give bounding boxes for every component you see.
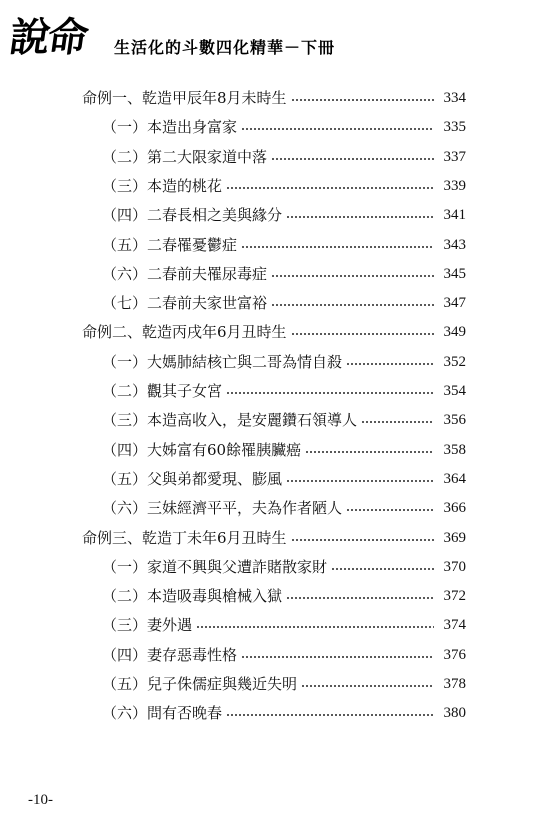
toc-entry-title: 妻外遇: [147, 616, 193, 635]
toc-entry-number: （一）: [102, 352, 148, 371]
toc-section-row: [102, 201, 466, 229]
toc-entry-number: （三）: [102, 411, 148, 430]
toc-entry-title: 三妹經濟平平，夫為作者陋人: [147, 499, 343, 518]
toc-section-row: [102, 377, 466, 405]
toc-entry-title: 父與弟都愛現、膨風: [147, 469, 283, 488]
toc-section-row: [102, 582, 466, 610]
toc-entry-number: （一）: [102, 557, 148, 576]
toc-entry-page: 354: [443, 383, 466, 399]
toc-entry-title: 大姊富有60餘罹胰臟癌: [147, 440, 302, 459]
toc-entry-number: （五）: [102, 675, 148, 693]
toc-dot-leader: [196, 626, 434, 628]
toc-dot-leader: [361, 421, 434, 423]
toc-section-row: [102, 172, 466, 200]
toc-entry-number: （二）: [102, 587, 148, 606]
toc-dot-leader: [241, 128, 434, 130]
toc-entry-number: （六）: [102, 264, 148, 283]
toc-entry-title: 命例三、乾造丁未年6月丑時生: [82, 528, 287, 547]
toc-entry-title: 家道不興與父遭詐賭散家財: [147, 557, 328, 576]
toc-entry-page: 337: [443, 148, 466, 165]
toc-entry-number: （七）: [102, 294, 148, 313]
toc-dot-leader: [226, 187, 434, 189]
toc-entry-title: 本造的桃花: [147, 176, 223, 195]
toc-entry-page: 343: [443, 236, 466, 253]
toc-entry-title: 兒子侏儒症與幾近失明: [147, 675, 298, 693]
toc-entry-number: （三）: [102, 616, 148, 635]
toc-entry-title: 本造出身富家: [147, 118, 238, 137]
toc-entry-page: 341: [443, 207, 466, 224]
toc-entry-number: （六）: [102, 499, 148, 518]
toc-section-row: [102, 553, 466, 581]
toc-dot-leader: [286, 597, 434, 599]
toc-entry-title: 觀其子女宮: [147, 382, 223, 400]
toc-entry-number: （二）: [102, 382, 148, 400]
toc-entry-page: 352: [443, 353, 466, 370]
toc-entry-number: （三）: [102, 176, 148, 195]
toc-entry-title: 二春前夫家世富裕: [147, 294, 268, 313]
toc-entry-page: 334: [443, 90, 466, 106]
toc-dot-leader: [305, 451, 434, 453]
toc-entry-title: 本造高收入，是安麗鑽石領導人: [147, 411, 358, 430]
toc-dot-leader: [271, 304, 434, 306]
toc-entry-page: 345: [443, 265, 466, 282]
toc-dot-leader: [346, 363, 434, 365]
toc-entry-number: （四）: [102, 645, 148, 664]
toc-entry-title: 第二大限家道中落: [147, 147, 268, 166]
toc-dot-leader: [331, 568, 434, 570]
toc-dot-leader: [301, 685, 434, 687]
toc-entry-page: 364: [443, 470, 466, 487]
toc-section-row: [102, 260, 466, 288]
toc-section-row: [102, 143, 466, 171]
toc-section-row: [102, 348, 466, 376]
toc-entry-page: 347: [443, 295, 466, 312]
toc-entry-title: 妻存惡毒性格: [147, 645, 238, 664]
toc-entry-number: （一）: [102, 118, 148, 137]
toc-entry-page: 366: [443, 500, 466, 517]
toc-chapter-row: [82, 84, 466, 112]
toc-dot-leader: [286, 216, 434, 218]
toc-dot-leader: [291, 539, 434, 541]
book-logo: 說命: [6, 14, 90, 61]
toc-entry-page: 372: [443, 588, 466, 605]
page-header: [6, 10, 530, 70]
toc-entry-page: 339: [443, 177, 466, 194]
toc-dot-leader: [291, 333, 434, 335]
toc-entry-title: 命例二、乾造丙戌年6月丑時生: [82, 323, 287, 342]
toc-chapter-row: [82, 524, 466, 552]
toc-entry-page: 370: [443, 558, 466, 575]
toc-entry-number: （六）: [102, 704, 148, 723]
toc-section-row: [102, 465, 466, 493]
toc-entry-number: （五）: [102, 235, 148, 254]
toc-dot-leader: [226, 714, 434, 716]
toc-dot-leader: [241, 656, 434, 658]
toc-dot-leader: [271, 158, 434, 160]
toc-entry-page: 369: [443, 529, 466, 546]
toc-entry-number: （四）: [102, 440, 148, 459]
toc-entry-page: 374: [443, 617, 466, 634]
toc-entry-page: 380: [443, 705, 466, 722]
toc-entry-page: 376: [443, 646, 466, 663]
toc-entry-title: 命例一、乾造甲辰年8月未時生: [82, 89, 287, 107]
toc-section-row: [102, 289, 466, 317]
toc-entry-number: （五）: [102, 469, 148, 488]
toc-section-row: [102, 494, 466, 522]
toc-entry-page: 349: [443, 324, 466, 341]
toc-entry-title: 大媽肺結核亡與二哥為情自殺: [147, 352, 343, 371]
toc-section-row: [102, 231, 466, 259]
toc-entry-page: 335: [443, 119, 466, 136]
toc-section-row: [102, 611, 466, 639]
toc-entry-page: 378: [443, 676, 466, 692]
toc-section-row: [102, 436, 466, 464]
toc-entry-number: （二）: [102, 147, 148, 166]
toc-dot-leader: [271, 275, 434, 277]
toc-entry-title: 二春前夫罹尿毒症: [147, 264, 268, 283]
toc-entry-title: 問有否晚春: [147, 704, 223, 723]
toc-section-row: [102, 113, 466, 141]
toc-section-row: [102, 699, 466, 727]
toc-entry-title: 二春罹憂鬱症: [147, 235, 238, 254]
toc-dot-leader: [346, 509, 434, 511]
toc-entry-page: 356: [443, 412, 466, 429]
toc-dot-leader: [226, 392, 434, 394]
book-subtitle: 生活化的斗數四化精華－下冊: [114, 38, 336, 57]
toc-dot-leader: [241, 246, 434, 248]
toc-dot-leader: [286, 480, 434, 482]
toc-dot-leader: [291, 99, 434, 101]
toc-section-row: [102, 670, 466, 698]
toc-entry-number: （四）: [102, 206, 148, 225]
toc-section-row: [102, 406, 466, 434]
toc-chapter-row: [82, 318, 466, 346]
toc-entry-title: 本造吸毒與槍械入獄: [147, 587, 283, 606]
toc-entry-page: 358: [443, 441, 466, 458]
page-number: -10-: [28, 792, 53, 808]
toc-entry-title: 二春長相之美與緣分: [147, 206, 283, 225]
toc-section-row: [102, 641, 466, 669]
